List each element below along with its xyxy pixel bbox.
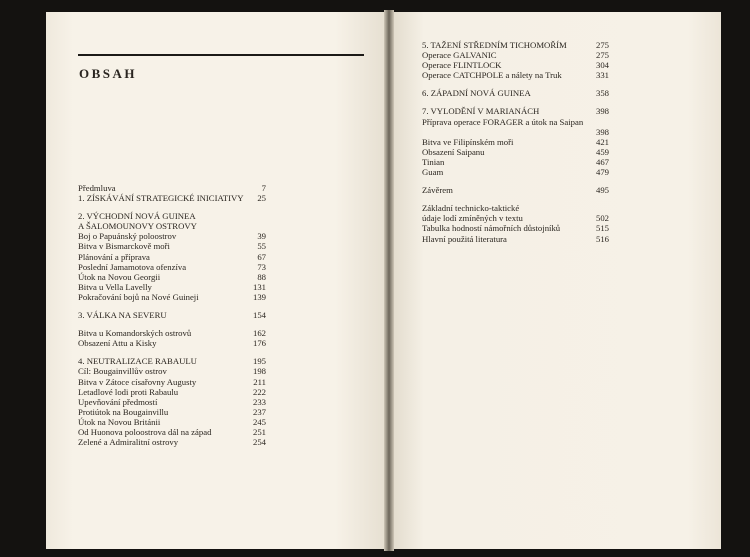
toc-entry xyxy=(422,213,609,223)
toc-entry xyxy=(422,106,609,116)
toc-entry xyxy=(78,193,266,203)
toc-entry-page: 7 xyxy=(261,183,266,193)
toc-entry-title: Obsazení Attu a Kisky xyxy=(78,338,157,349)
toc-entry-title: Útok na Novou Georgii xyxy=(78,271,161,282)
toc-entry-page: 254 xyxy=(252,437,266,448)
toc-entry-title: 4. NEUTRALIZACE RABAULU xyxy=(78,356,197,367)
toc-entry-page: 237 xyxy=(252,406,266,417)
toc-entry-title: Operace CATCHPOLE a nálety na Truk xyxy=(422,70,562,81)
toc-entry xyxy=(422,60,609,70)
toc-entry-title: Hlavní použitá literatura xyxy=(422,233,507,244)
toc-entry xyxy=(78,377,266,387)
toc-entry-title: 2. VÝCHODNÍ NOVÁ GUINEA xyxy=(78,211,196,222)
toc-entry-title: Pokračování bojů na Nové Guineji xyxy=(78,291,199,302)
toc-entry-title: Tabulka hodností námořních důstojníků xyxy=(422,223,561,234)
toc-entry xyxy=(78,262,266,272)
toc-entry-page: 516 xyxy=(595,233,609,244)
toc-entry-title: 7. VYLODĚNÍ V MARIANÁCH xyxy=(422,106,540,117)
toc-entry-title: Zelené a Admiralitní ostrovy xyxy=(78,437,179,448)
toc-entry xyxy=(422,157,609,167)
toc-entry xyxy=(422,50,609,60)
toc-entry-page: 176 xyxy=(252,338,266,349)
toc-entry-title: 6. ZÁPADNÍ NOVÁ GUINEA xyxy=(422,88,531,99)
toc-entry xyxy=(78,427,266,437)
toc-entry xyxy=(78,310,266,320)
toc-entry xyxy=(422,70,609,80)
toc-entry-title: Plánování a příprava xyxy=(78,251,150,262)
toc-entry xyxy=(422,147,609,157)
toc-entry-page: 467 xyxy=(595,156,609,167)
toc-entry-page: 139 xyxy=(252,291,266,302)
toc-left-column xyxy=(78,183,266,447)
toc-entry xyxy=(422,88,609,98)
toc-entry-page: 195 xyxy=(252,356,266,367)
toc-entry-page: 398 xyxy=(595,126,609,137)
toc-entry-page: 245 xyxy=(252,416,266,427)
toc-entry xyxy=(78,437,266,447)
toc-entry-title: Od Huonova poloostrova dál na západ xyxy=(78,426,212,437)
toc-entry-title: Operace FLINTLOCK xyxy=(422,60,502,71)
toc-right-column xyxy=(422,40,609,244)
toc-spacer xyxy=(78,348,266,356)
toc-entry-page: 55 xyxy=(257,241,266,252)
toc-entry-title: Operace GALVANIC xyxy=(422,50,497,61)
toc-entry-page: 459 xyxy=(595,146,609,157)
toc-spacer xyxy=(422,98,609,106)
toc-entry-page: 73 xyxy=(257,261,266,272)
toc-entry xyxy=(78,211,266,221)
toc-entry-page: 358 xyxy=(595,88,609,99)
toc-entry-title: Bitva u Komandorských ostrovů xyxy=(78,328,192,339)
toc-entry-page: 331 xyxy=(595,70,609,81)
toc-entry xyxy=(78,282,266,292)
toc-entry-title: Bitva v Bismarckově moři xyxy=(78,241,170,252)
toc-entry-title: 1. ZÍSKÁVÁNÍ STRATEGICKÉ INICIATIVY xyxy=(78,193,244,204)
toc-entry-title: Bitva u Vella Lavelly xyxy=(78,281,152,292)
toc-entry-title: Útok na Novou Británii xyxy=(78,416,161,427)
toc-entry-page: 39 xyxy=(257,231,266,242)
toc-spacer xyxy=(78,203,266,211)
toc-entry xyxy=(422,137,609,147)
toc-entry-page: 162 xyxy=(252,328,266,339)
toc-spacer xyxy=(422,80,609,88)
toc-entry-title: 3. VÁLKA NA SEVERU xyxy=(78,310,167,321)
toc-entry-title: Bitva v Zátoce císařovny Augusty xyxy=(78,376,197,387)
toc-entry xyxy=(78,231,266,241)
toc-entry-title: Obsazení Saipanu xyxy=(422,146,485,157)
toc-spacer xyxy=(422,195,609,203)
toc-entry xyxy=(78,241,266,251)
toc-entry-page: 515 xyxy=(595,223,609,234)
toc-entry-page: 131 xyxy=(252,281,266,292)
toc-entry xyxy=(78,292,266,302)
toc-entry xyxy=(422,223,609,233)
toc-entry xyxy=(78,397,266,407)
toc-entry xyxy=(422,40,609,50)
book-gutter xyxy=(384,10,394,551)
toc-entry-page: 25 xyxy=(257,193,266,204)
toc-entry-title: Protiútok na Bougainvillu xyxy=(78,406,169,417)
toc-entry-title: Základní technicko-taktické xyxy=(422,203,520,214)
toc-entry-page: 479 xyxy=(595,167,609,178)
toc-entry xyxy=(78,252,266,262)
toc-entry-page: 275 xyxy=(595,50,609,61)
toc-entry-page: 495 xyxy=(595,185,609,196)
toc-entry xyxy=(422,203,609,213)
toc-entry xyxy=(78,328,266,338)
toc-entry xyxy=(78,338,266,348)
toc-entry xyxy=(78,366,266,376)
toc-entry xyxy=(78,183,266,193)
toc-entry-page: 421 xyxy=(595,136,609,147)
toc-entry-title: Boj o Papuánský poloostrov xyxy=(78,231,177,242)
toc-entry-page: 398 xyxy=(595,106,609,117)
toc-entry xyxy=(78,272,266,282)
toc-entry xyxy=(422,167,609,177)
toc-entry-title: Cíl: Bougainvillův ostrov xyxy=(78,366,167,377)
toc-spacer xyxy=(422,177,609,185)
toc-entry-title: Poslední Jamamotova ofenzíva xyxy=(78,261,187,272)
toc-entry-page: 233 xyxy=(252,396,266,407)
toc-entry-page: 211 xyxy=(253,376,266,387)
toc-entry xyxy=(78,356,266,366)
toc-entry-title: Závěrem xyxy=(422,185,453,196)
toc-spacer xyxy=(78,302,266,310)
toc-entry-title: údaje lodí zmíněných v textu xyxy=(422,213,523,224)
toc-entry-page: 198 xyxy=(252,366,266,377)
toc-entry-title: Letadlové lodi proti Rabaulu xyxy=(78,386,179,397)
toc-entry-title: Příprava operace FORAGER a útok na Saipan xyxy=(422,116,584,127)
toc-entry-title: A ŠALOMOUNOVY OSTROVY xyxy=(78,221,197,232)
toc-entry-title: Tinian xyxy=(422,156,445,167)
toc-entry xyxy=(422,185,609,195)
toc-entry-page: 67 xyxy=(257,251,266,262)
page-title: OBSAH xyxy=(79,66,138,81)
toc-entry-page: 502 xyxy=(595,213,609,224)
toc-entry-title: Guam xyxy=(422,167,444,178)
toc-spacer xyxy=(78,320,266,328)
toc-entry-title: Předmluva xyxy=(78,183,116,193)
toc-entry xyxy=(78,417,266,427)
toc-entry-title: Upevňování předmostí xyxy=(78,396,158,407)
toc-entry xyxy=(78,407,266,417)
toc-entry-page: 154 xyxy=(252,310,266,321)
toc-entry-page: 251 xyxy=(252,426,266,437)
toc-entry-title: Bitva ve Filipínském moři xyxy=(422,136,514,147)
toc-entry xyxy=(422,127,609,137)
toc-entry xyxy=(78,221,266,231)
toc-entry-page: 304 xyxy=(595,60,609,71)
toc-entry-page: 222 xyxy=(252,386,266,397)
toc-entry-title: 5. TAŽENÍ STŘEDNÍM TICHOMOŘÍM xyxy=(422,40,567,50)
toc-entry xyxy=(422,117,609,127)
toc-entry xyxy=(422,234,609,244)
heading-rule xyxy=(78,54,364,56)
toc-entry-page: 275 xyxy=(595,40,609,50)
toc-entry-page: 88 xyxy=(257,271,266,282)
toc-entry xyxy=(78,387,266,397)
